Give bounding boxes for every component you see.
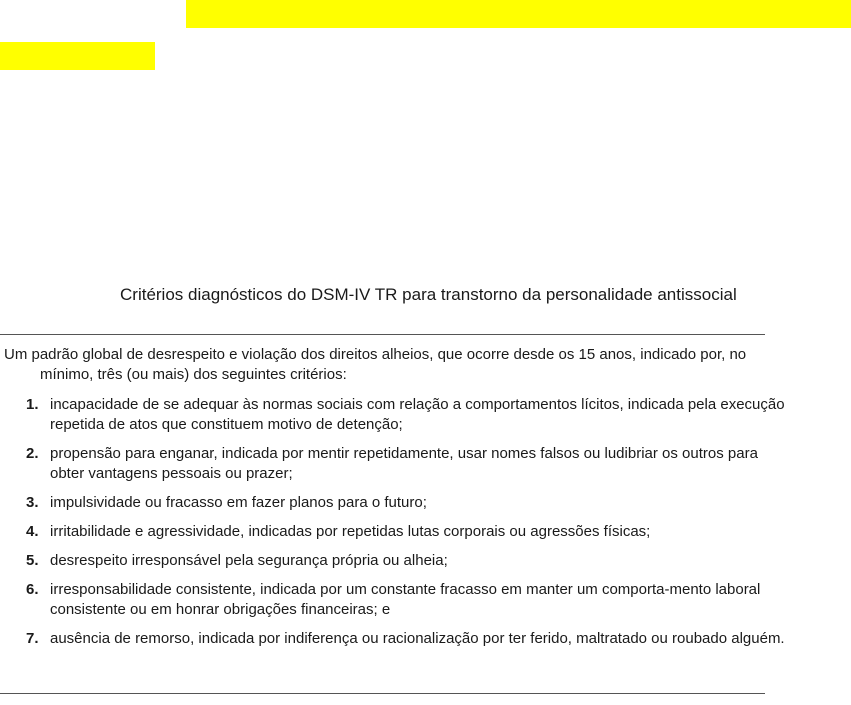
criterion-text: propensão para enganar, indicada por mentir repetidamente, usar nomes falsos ou ludibriar os outros para obter vantagens pessoais ou prazer; xyxy=(50,445,758,482)
criterion-number: 7. xyxy=(26,630,39,647)
criteria-list xyxy=(0,395,790,658)
criterion-number: 1. xyxy=(26,396,39,413)
criterion-text: desrespeito irresponsável pela segurança própria ou alheia; xyxy=(50,552,448,569)
criterion-number: 6. xyxy=(26,581,39,598)
criterion-text: irritabilidade e agressividade, indicadas por repetidas lutas corporais ou agressões físicas; xyxy=(50,523,651,540)
criterion-item xyxy=(0,444,790,484)
bottom-divider xyxy=(0,693,765,694)
table-title: Critérios diagnósticos do DSM-IV TR para transtorno da personalidade antissocial xyxy=(120,285,737,304)
criterion-text: ausência de remorso, indicada por indiferença ou racionalização por ter ferido, maltratado ou roubado alguém. xyxy=(50,630,785,647)
highlight-bar-left xyxy=(0,42,155,70)
criterion-item xyxy=(0,493,790,513)
criterion-number: 3. xyxy=(26,494,39,511)
criterion-number: 2. xyxy=(26,445,39,462)
criterion-item xyxy=(0,395,790,435)
criterion-item xyxy=(0,551,790,571)
highlight-bar-top xyxy=(186,0,851,28)
criterion-item xyxy=(0,629,790,649)
criterion-item xyxy=(0,580,790,620)
criterion-number: 4. xyxy=(26,523,39,540)
top-divider xyxy=(0,334,765,335)
criterion-item xyxy=(0,522,790,542)
criterion-number: 5. xyxy=(26,552,39,569)
criterion-text: irresponsabilidade consistente, indicada por um constante fracasso em manter um comporta-mento laboral consistente ou em honrar obrigações financeiras; e xyxy=(50,581,761,618)
criterion-text: impulsividade ou fracasso em fazer planos para o futuro; xyxy=(50,494,427,511)
criteria-intro: Um padrão global de desrespeito e violação dos direitos alheios, que ocorre desde os 15 anos, indicado por, no mínimo, três (ou mais) dos seguintes critérios: xyxy=(4,346,747,383)
criterion-text: incapacidade de se adequar às normas sociais com relação a comportamentos lícitos, indicada pela execução repetida de atos que constituem motivo de detenção; xyxy=(50,396,785,433)
